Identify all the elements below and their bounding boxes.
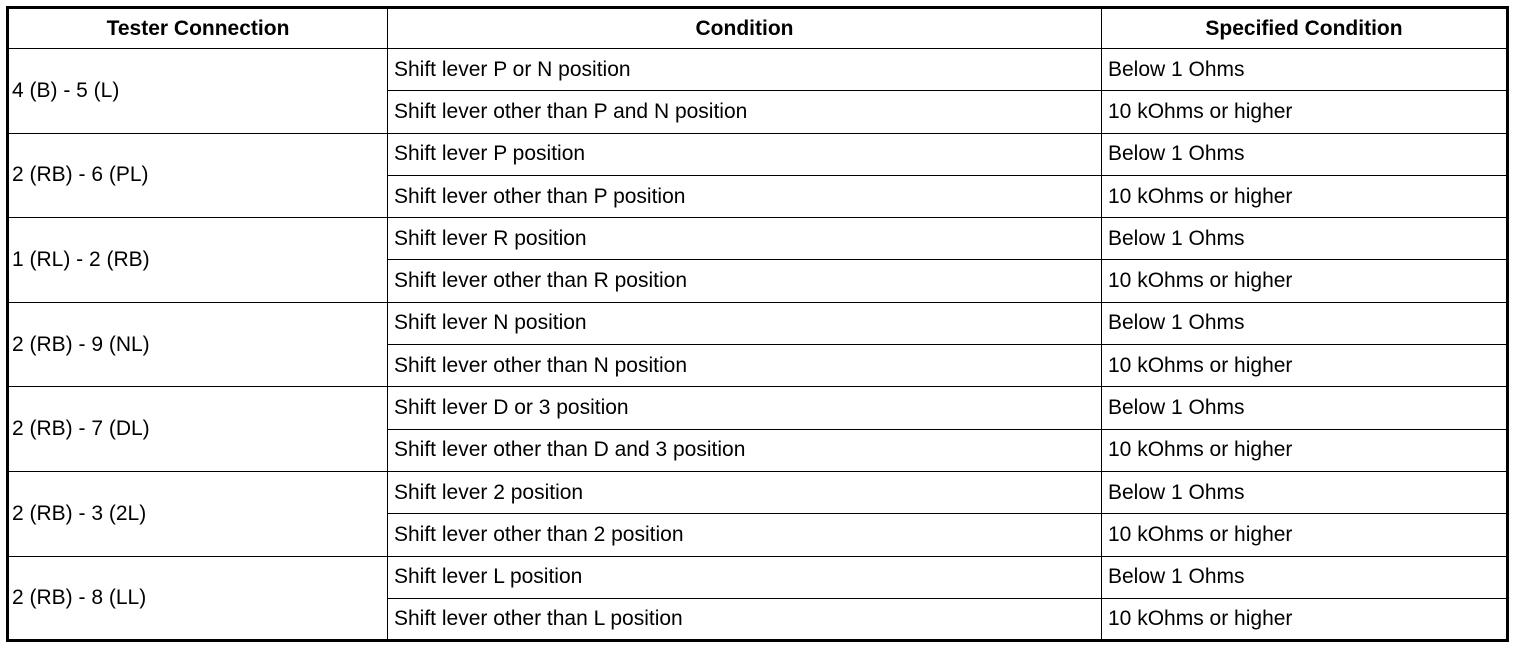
condition-cell: Shift lever L position [388,556,1102,598]
specified-condition-cell: Below 1 Ohms [1102,218,1508,260]
tester-connection-cell: 2 (RB) - 9 (NL) [8,302,388,387]
specified-condition-cell: Below 1 Ohms [1102,387,1508,429]
header-row [8,8,1508,49]
specified-condition-cell: 10 kOhms or higher [1102,429,1508,471]
header-specified-condition: Specified Condition [1102,8,1508,49]
specified-condition-cell: Below 1 Ohms [1102,133,1508,175]
condition-cell: Shift lever P position [388,133,1102,175]
condition-cell: Shift lever other than R position [388,260,1102,302]
table-row [8,387,1508,429]
specified-condition-cell: 10 kOhms or higher [1102,598,1508,640]
tester-connection-cell: 1 (RL) - 2 (RB) [8,218,388,303]
condition-cell: Shift lever other than N position [388,345,1102,387]
specified-condition-cell: 10 kOhms or higher [1102,175,1508,217]
specified-condition-cell: Below 1 Ohms [1102,49,1508,91]
condition-cell: Shift lever R position [388,218,1102,260]
condition-cell: Shift lever other than D and 3 position [388,429,1102,471]
specified-condition-cell: 10 kOhms or higher [1102,514,1508,556]
condition-cell: Shift lever other than 2 position [388,514,1102,556]
specified-condition-cell: Below 1 Ohms [1102,302,1508,344]
condition-cell: Shift lever P or N position [388,49,1102,91]
tester-connection-cell: 2 (RB) - 3 (2L) [8,471,388,556]
table-row [8,302,1508,344]
table-row [8,49,1508,91]
specified-condition-cell: Below 1 Ohms [1102,471,1508,513]
tester-connection-cell: 4 (B) - 5 (L) [8,49,388,134]
condition-cell: Shift lever other than L position [388,598,1102,640]
tester-connection-cell: 2 (RB) - 6 (PL) [8,133,388,218]
table-row [8,556,1508,598]
specified-condition-cell: Below 1 Ohms [1102,556,1508,598]
condition-cell: Shift lever other than P position [388,175,1102,217]
specified-condition-cell: 10 kOhms or higher [1102,345,1508,387]
tester-connection-cell: 2 (RB) - 8 (LL) [8,556,388,641]
table-row [8,218,1508,260]
condition-cell: Shift lever D or 3 position [388,387,1102,429]
tester-connection-cell: 2 (RB) - 7 (DL) [8,387,388,472]
specified-condition-cell: 10 kOhms or higher [1102,91,1508,133]
specified-condition-cell: 10 kOhms or higher [1102,260,1508,302]
header-condition: Condition [388,8,1102,49]
table-row [8,133,1508,175]
condition-cell: Shift lever other than P and N position [388,91,1102,133]
header-tester-connection: Tester Connection [8,8,388,49]
table-row [8,471,1508,513]
table-body [8,49,1508,641]
condition-cell: Shift lever 2 position [388,471,1102,513]
specification-table [6,6,1509,642]
condition-cell: Shift lever N position [388,302,1102,344]
